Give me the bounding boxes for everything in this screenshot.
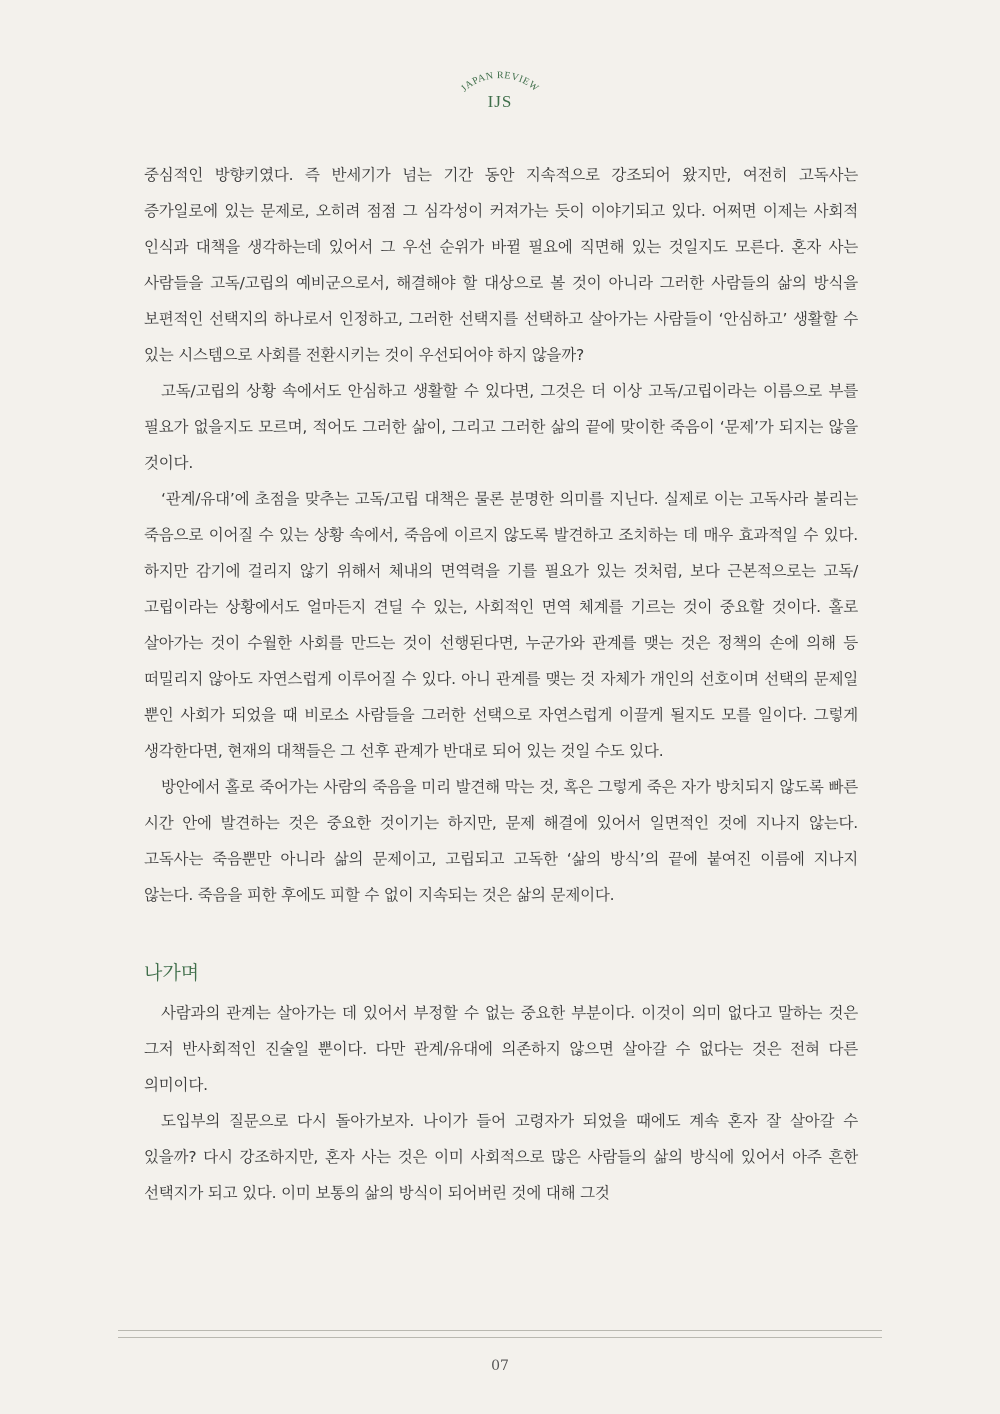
body-paragraph: 방안에서 홀로 죽어가는 사람의 죽음을 미리 발견해 막는 것, 혹은 그렇게 죽은 자가 방치되지 않도록 빠른 시간 안에 발견하는 것은 중요한 것이기는 하지만, 문제 해결에 있어서 일면적인 것에 지나지 않는다. 고독사는 죽음뿐만 아니라 삶의 문제이고, 고립되고 고독한 ‘삶의 방식’의 끝에 붙여진 이름에 지나지 않는다. 죽음을 피한 후에도 피할 수 없이 지속되는 것은 삶의 문제이다. (144, 778, 858, 904)
body-paragraph: 고독/고립의 상황 속에서도 안심하고 생활할 수 있다면, 그것은 더 이상 고독/고립이라는 이름으로 부를 필요가 없을지도 모르며, 적어도 그러한 삶이, 그리고 그러한 삶의 끝에 맞이한 죽음이 ‘문제’가 되지는 않을 것이다. (144, 382, 858, 472)
body-paragraph: 사람과의 관계는 살아가는 데 있어서 부정할 수 없는 중요한 부분이다. 이것이 의미 없다고 말하는 것은 그저 반사회적인 진술일 뿐이다. 다만 관계/유대에 의존하지 않으면 살아갈 수 없다는 것은 전혀 다른 의미이다. (144, 1004, 858, 1094)
page-number: 07 (491, 1358, 509, 1374)
journal-logo (440, 60, 560, 120)
footer-divider (118, 1330, 882, 1338)
section-heading: 나가며 (144, 962, 200, 984)
article-body (144, 157, 858, 1211)
logo-main-text: IJS (487, 92, 513, 111)
body-paragraph: 중심적인 방향키였다. 즉 반세기가 넘는 기간 동안 지속적으로 강조되어 왔지만, 여전히 고독사는 증가일로에 있는 문제로, 오히려 점점 그 심각성이 커져가는 듯이 이야기되고 있다. 어쩌면 이제는 사회적 인식과 대책을 생각하는데 있어서 그 우선 순위가 바뀔 필요에 직면해 있는 것일지도 모른다. 혼자 사는 사람들을 고독/고립의 예비군으로서, 해결해야 할 대상으로 볼 것이 아니라 그러한 사람들의 삶의 방식을 보편적인 선택지의 하나로서 인정하고, 그러한 선택지를 선택하고 살아가는 사람들이 ‘안심하고’ 생활할 수 있는 시스템으로 사회를 전환시키는 것이 우선되어야 하지 않을까? (144, 166, 858, 364)
journal-logo-mark (440, 60, 560, 120)
logo-arc-text: JAPAN REVIEW (459, 70, 541, 95)
body-paragraph: ‘관계/유대’에 초점을 맞추는 고독/고립 대책은 물론 분명한 의미를 지닌다. 실제로 이는 고독사라 불리는 죽음으로 이어질 수 있는 상황 속에서, 죽음에 이르지 않도록 발견하고 조치하는 데 매우 효과적일 수 있다. 하지만 감기에 걸리지 않기 위해서 체내의 면역력을 기를 필요가 있는 것처럼, 보다 근본적으로는 고독/고립이라는 상황에서도 얼마든지 견딜 수 있는, 사회적인 면역 체계를 기르는 것이 중요할 것이다. 홀로 살아가는 것이 수월한 사회를 만드는 것이 선행된다면, 누군가와 관계를 맺는 것은 정책의 손에 의해 등 떠밀리지 않아도 자연스럽게 이루어질 수 있다. 아니 관계를 맺는 것 자체가 개인의 선호이며 선택의 문제일 뿐인 사회가 되었을 때 비로소 사람들을 그러한 선택으로 자연스럽게 이끌게 될지도 모를 일이다. 그렇게 생각한다면, 현재의 대책들은 그 선후 관계가 반대로 되어 있는 것일 수도 있다. (144, 490, 858, 760)
body-paragraph: 도입부의 질문으로 다시 돌아가보자. 나이가 들어 고령자가 되었을 때에도 계속 혼자 잘 살아갈 수 있을까? 다시 강조하지만, 혼자 사는 것은 이미 사회적으로 많은 사람들의 삶의 방식에 있어서 아주 흔한 선택지가 되고 있다. 이미 보통의 삶의 방식이 되어버린 것에 대해 그것 (144, 1112, 858, 1202)
